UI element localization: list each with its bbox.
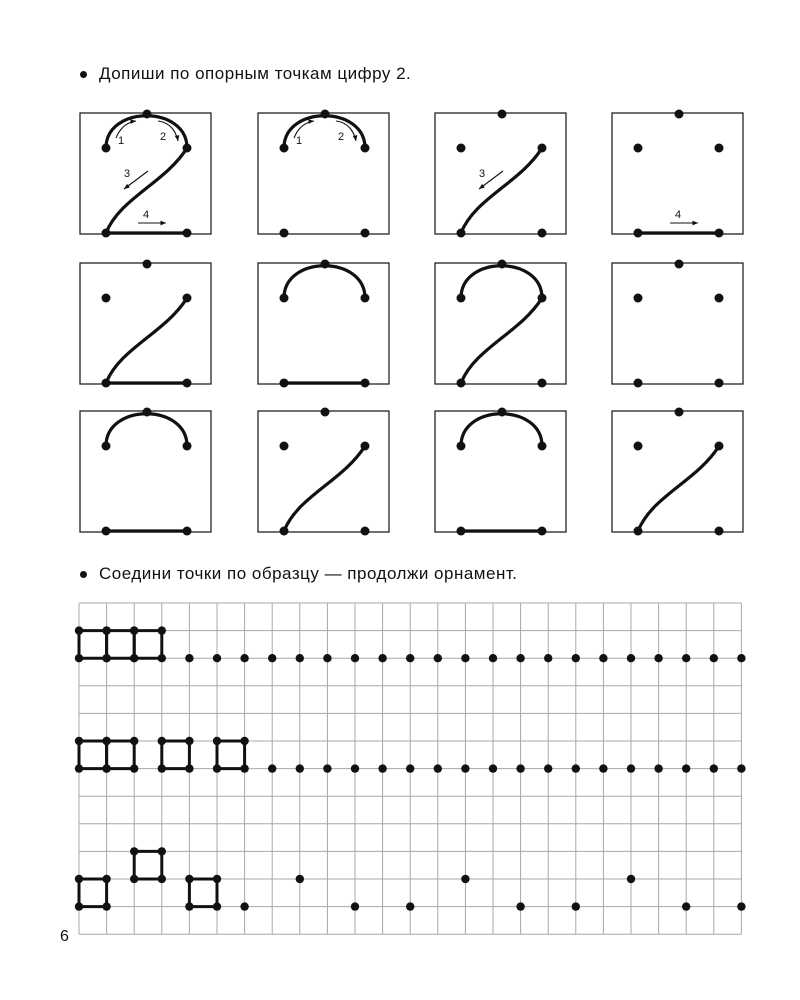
ornament-dot: [710, 764, 718, 772]
ornament-dot: [572, 764, 580, 772]
ornament-dot: [213, 764, 221, 772]
ornament-dot: [434, 654, 442, 662]
arrow-number-label: 4: [143, 209, 150, 221]
ornament-dot: [240, 902, 248, 910]
ornament-dot: [489, 654, 497, 662]
ornament-dot: [130, 654, 138, 662]
ornament-dot: [682, 902, 690, 910]
ornament-dot: [130, 626, 138, 634]
ornament-dot: [102, 902, 110, 910]
ornament-dot: [158, 654, 166, 662]
ornament-dot: [599, 764, 607, 772]
arrow-number-label: 3: [124, 168, 131, 180]
arrow-number-label: 2: [160, 131, 167, 143]
ornament-dot: [213, 902, 221, 910]
ornament-dot: [461, 654, 469, 662]
ornament-dot: [378, 764, 386, 772]
arrow-number-label: 1: [296, 135, 303, 147]
ornament-dot: [406, 764, 414, 772]
ornament-dot: [544, 764, 552, 772]
ornament-dot: [185, 764, 193, 772]
ornament-dot: [654, 764, 662, 772]
ornament-dot: [599, 654, 607, 662]
ornament-dot: [572, 902, 580, 910]
ornament-dot: [682, 654, 690, 662]
ornament-dot: [489, 764, 497, 772]
ornament-dot: [185, 654, 193, 662]
ornament-dot: [268, 654, 276, 662]
ornament-dot: [461, 875, 469, 883]
ornament-dot: [516, 654, 524, 662]
ornament-dot: [351, 902, 359, 910]
ornament-dot: [572, 654, 580, 662]
ornament-dot: [737, 654, 745, 662]
ornament-dot: [737, 902, 745, 910]
ornament-dot: [75, 654, 83, 662]
ornament-dot: [406, 654, 414, 662]
ornament-dot: [710, 654, 718, 662]
ornament-dot: [158, 875, 166, 883]
ornament-dot: [102, 737, 110, 745]
ornament-dot: [75, 764, 83, 772]
arrow-number-label: 3: [479, 168, 486, 180]
ornament-dot: [158, 847, 166, 855]
ornament-dot: [158, 764, 166, 772]
ornament-dot: [185, 902, 193, 910]
ornament-dot: [461, 764, 469, 772]
ornament-dot: [185, 737, 193, 745]
ornament-dot: [130, 847, 138, 855]
ornament-dot: [240, 764, 248, 772]
ornament-dot: [158, 737, 166, 745]
ornament-dot: [75, 902, 83, 910]
ornament-dot: [102, 654, 110, 662]
ornament-dot: [75, 737, 83, 745]
ornament-dot: [102, 626, 110, 634]
ornament-dot: [654, 654, 662, 662]
ornament-dot: [627, 875, 635, 883]
page-number: 6: [60, 928, 69, 945]
ornament-dot: [185, 875, 193, 883]
arrow-number-label: 4: [675, 209, 682, 221]
task-text-1: Допиши по опорным точкам цифру 2.: [99, 64, 412, 83]
ornament-dot: [323, 654, 331, 662]
ornament-dot: [213, 737, 221, 745]
ornament-dot: [296, 875, 304, 883]
ornament-dot: [351, 764, 359, 772]
ornament-dot: [406, 902, 414, 910]
ornament-dot: [102, 875, 110, 883]
ornament-dot: [240, 654, 248, 662]
ornament-dot: [213, 875, 221, 883]
ornament-dot: [130, 764, 138, 772]
ornament-dot: [75, 875, 83, 883]
ornament-dot: [516, 902, 524, 910]
ornament-dot: [296, 654, 304, 662]
ornament-dot: [627, 654, 635, 662]
ornament-dot: [268, 764, 276, 772]
ornament-dot: [323, 764, 331, 772]
ornament-dot: [516, 764, 524, 772]
ornament-dot: [378, 654, 386, 662]
ornament-dot: [627, 764, 635, 772]
arrow-number-label: 1: [118, 135, 125, 147]
ornament-dot: [130, 875, 138, 883]
ornament-dot: [240, 737, 248, 745]
ornament-dot: [158, 626, 166, 634]
ornament-dot: [682, 764, 690, 772]
ornament-dot: [544, 654, 552, 662]
ornament-dot: [102, 764, 110, 772]
ornament-dot: [130, 737, 138, 745]
ornament-dot: [434, 764, 442, 772]
ornament-dot: [296, 764, 304, 772]
ornament-dot: [213, 654, 221, 662]
ornament-dot: [737, 764, 745, 772]
ornament-dot: [351, 654, 359, 662]
arrow-number-label: 2: [338, 131, 345, 143]
ornament-dot: [75, 626, 83, 634]
task-text-2: Соедини точки по образцу — продолжи орнамент.: [99, 564, 518, 583]
